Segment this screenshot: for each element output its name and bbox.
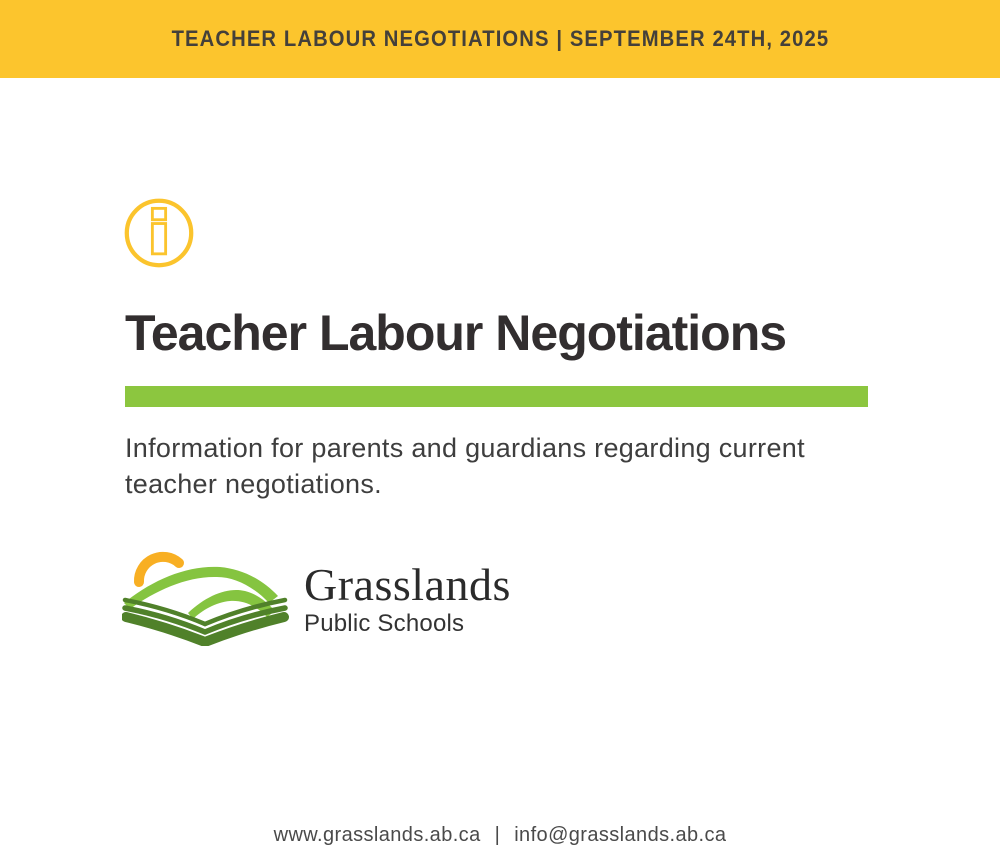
page-title: Teacher Labour Negotiations <box>125 305 787 361</box>
top-banner <box>0 0 1000 78</box>
logo-text <box>304 559 511 638</box>
footer-separator: | <box>494 824 501 846</box>
description-text: Information for parents and guardians regarding current teacher negotiations. <box>125 433 805 499</box>
logo-subtitle: Public Schools <box>304 610 465 637</box>
grasslands-logo-book-icon <box>122 550 290 646</box>
accent-bar <box>125 386 868 407</box>
logo-name: Grasslands <box>304 559 511 610</box>
footer-contact <box>0 824 1000 847</box>
info-icon <box>123 197 195 269</box>
banner-text: TEACHER LABOUR NEGOTIATIONS | SEPTEMBER 24TH, 2025 <box>171 26 829 51</box>
grasslands-logo <box>122 550 511 646</box>
footer-email: info@grasslands.ab.ca <box>514 824 727 846</box>
footer-website: www.grasslands.ab.ca <box>273 824 481 846</box>
